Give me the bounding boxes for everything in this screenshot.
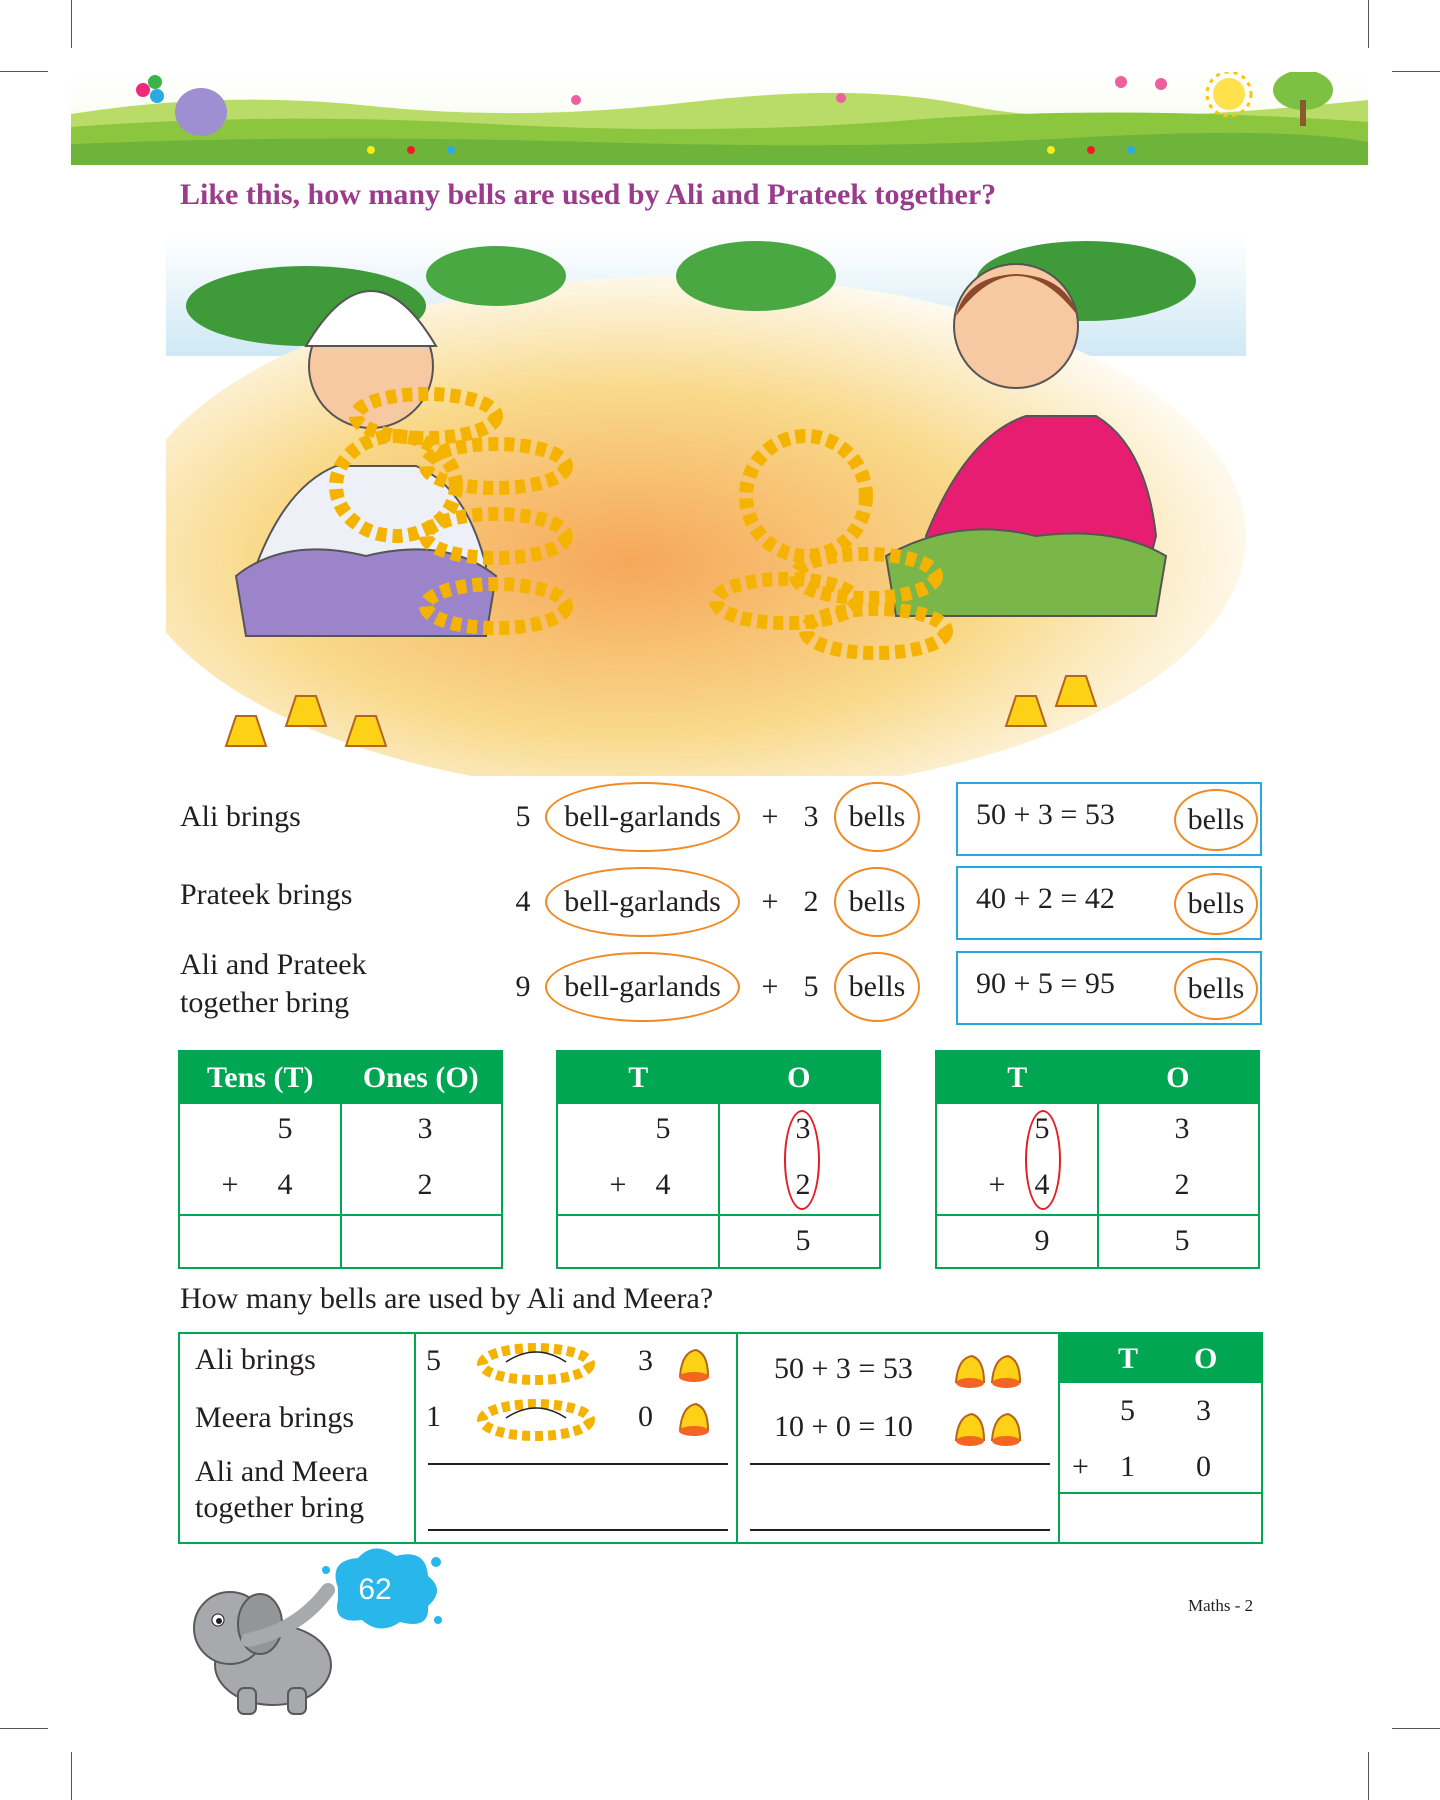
question-2: How many bells are used by Ali and Meera? [180, 1282, 714, 1315]
cell: 5 [277, 1112, 293, 1145]
label-ali-brings: Ali brings [195, 1343, 316, 1376]
answer-line [558, 1214, 879, 1216]
plus-sign: + [761, 970, 779, 1003]
result-bells-oval: bells [1174, 958, 1258, 1020]
meera-bell-count: 0 [638, 1400, 653, 1433]
label-together-line2: together bring [195, 1491, 365, 1524]
equation-box [956, 951, 1262, 1025]
equation-text: 90 + 5 = 95 [976, 967, 1115, 1000]
header-tens: T [1118, 1342, 1139, 1375]
bell-count: 3 [803, 800, 819, 833]
cell: 4 [1034, 1168, 1050, 1201]
bell-icon [672, 1396, 714, 1438]
header-ones: O [1166, 1061, 1190, 1094]
cell: 4 [655, 1168, 671, 1201]
crop-mark [1392, 71, 1440, 72]
cell: 3 [417, 1112, 433, 1145]
column-divider [414, 1334, 416, 1542]
table-header [937, 1052, 1258, 1104]
meera-equation: 10 + 0 = 10 [774, 1410, 913, 1443]
answer-cell: 5 [795, 1224, 811, 1257]
crop-mark [1368, 1752, 1369, 1800]
to-table-header [1060, 1334, 1263, 1383]
garland-count: 5 [515, 800, 531, 833]
page-number: 62 [358, 1573, 392, 1606]
equation-box [956, 782, 1262, 856]
header-tens: Tens (T) [207, 1061, 314, 1094]
plus-sign: + [609, 1168, 627, 1201]
bells-pair-icon [952, 1406, 1032, 1448]
garland-word-oval: bell-garlands [545, 867, 740, 937]
boys-with-bell-garlands-illustration [166, 236, 1246, 776]
bells-word-oval: bells [834, 952, 920, 1022]
row-label-together-line1: Ali and Prateek [180, 948, 367, 981]
ones-circle-highlight [784, 1110, 820, 1210]
cell: 3 [1174, 1112, 1190, 1145]
answer-line [750, 1463, 1050, 1465]
bell-icon [672, 1342, 714, 1384]
header-tens: T [1007, 1061, 1028, 1094]
answer-line [937, 1214, 1258, 1216]
header-ones: O [787, 1061, 811, 1094]
ali-bell-count: 3 [638, 1344, 653, 1377]
crop-mark [1392, 1728, 1440, 1729]
to-cell: 3 [1196, 1394, 1211, 1427]
question-heading: Like this, how many bells are used by Ali and Prateek together? [180, 178, 997, 211]
answer-line [428, 1463, 728, 1465]
bells-word-oval: bells [834, 867, 920, 937]
answer-cell: 9 [1034, 1224, 1050, 1257]
to-cell: 1 [1120, 1450, 1135, 1483]
column-divider [340, 1104, 342, 1268]
garland-count: 4 [515, 885, 531, 918]
garland-count: 9 [515, 970, 531, 1003]
result-bells-oval: bells [1174, 789, 1258, 851]
cell: 5 [1034, 1112, 1050, 1145]
row-label-prateek: Prateek brings [180, 878, 353, 911]
table-header [558, 1052, 879, 1104]
ali-meera-table [178, 1332, 1263, 1544]
cell: 2 [1174, 1168, 1190, 1201]
header-ones: Ones (O) [362, 1061, 479, 1094]
equation-text: 50 + 3 = 53 [976, 798, 1115, 831]
plus-sign: + [1072, 1450, 1089, 1483]
row-label-together [180, 946, 367, 1022]
result-bells-oval: bells [1174, 873, 1258, 935]
tens-ones-table [935, 1050, 1260, 1269]
answer-cell: 5 [1174, 1224, 1190, 1257]
cell: 2 [417, 1168, 433, 1201]
crop-mark [1368, 0, 1369, 48]
garland-word-oval: bell-garlands [545, 952, 740, 1022]
to-cell: 5 [1120, 1394, 1135, 1427]
plus-sign: + [221, 1168, 239, 1201]
plus-sign: + [988, 1168, 1006, 1201]
answer-line [750, 1529, 1050, 1531]
header-ones: O [1194, 1342, 1218, 1375]
plus-sign: + [761, 885, 779, 918]
ali-garland-count: 5 [426, 1344, 441, 1377]
row-label-ali: Ali brings [180, 800, 301, 833]
equation-box [956, 866, 1262, 940]
answer-line [1060, 1492, 1263, 1494]
column-divider [736, 1334, 738, 1542]
label-together-line1: Ali and Meera [195, 1455, 369, 1488]
label-meera-brings: Meera brings [195, 1401, 355, 1434]
tens-ones-table [556, 1050, 881, 1269]
cell: 2 [795, 1168, 811, 1201]
cell: 4 [277, 1168, 293, 1201]
column-divider [1097, 1104, 1099, 1268]
cell: 3 [795, 1112, 811, 1145]
row-label-together-line2: together bring [180, 986, 350, 1019]
crop-mark [0, 71, 48, 72]
bell-count: 2 [803, 885, 819, 918]
equation-text: 40 + 2 = 42 [976, 882, 1115, 915]
plus-sign: + [761, 800, 779, 833]
column-divider [718, 1104, 720, 1268]
bell-garland-icon [476, 1342, 596, 1386]
bell-count: 5 [803, 970, 819, 1003]
tens-ones-table [178, 1050, 503, 1269]
bells-word-oval: bells [834, 782, 920, 852]
to-cell: 0 [1196, 1450, 1211, 1483]
garland-word-oval: bell-garlands [545, 782, 740, 852]
bells-pair-icon [952, 1348, 1032, 1390]
tens-circle-highlight [1025, 1110, 1061, 1210]
crop-mark [0, 1728, 48, 1729]
cell: 5 [655, 1112, 671, 1145]
header-banner-illustration [71, 72, 1368, 165]
crop-mark [71, 0, 72, 48]
meera-garland-count: 1 [426, 1400, 441, 1433]
table-header [180, 1052, 501, 1104]
footer-book-title: Maths - 2 [1188, 1596, 1254, 1615]
header-tens: T [628, 1061, 649, 1094]
answer-line [428, 1529, 728, 1531]
ali-equation: 50 + 3 = 53 [774, 1352, 913, 1385]
crop-mark [71, 1752, 72, 1800]
answer-line [180, 1214, 501, 1216]
bell-garland-icon [476, 1398, 596, 1442]
